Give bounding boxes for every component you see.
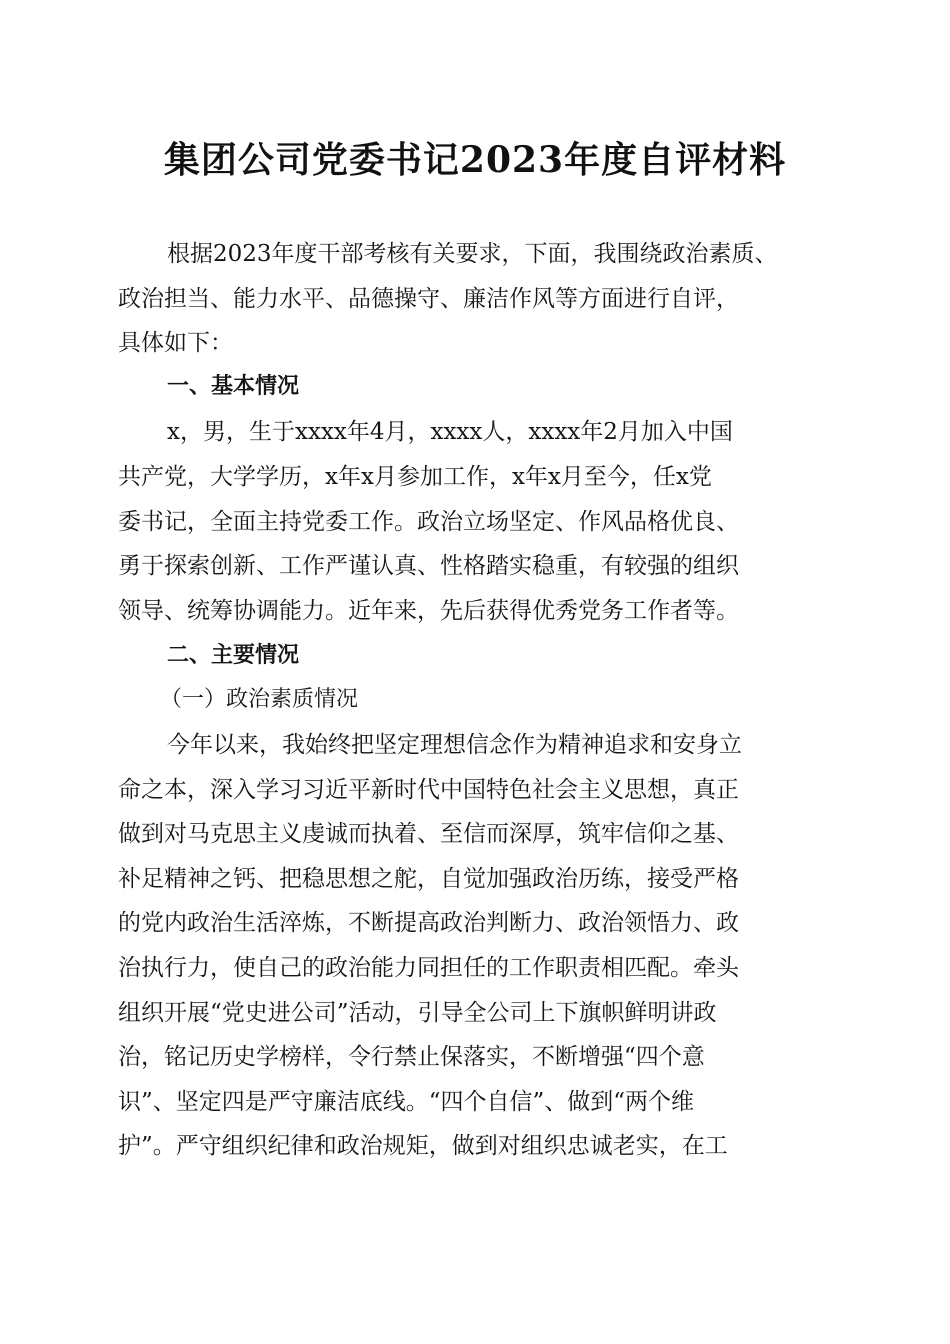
text-line: 的党内政治生活淬炼，不断提高政治判断力、政治领悟力、政 [118, 910, 739, 936]
text-line: 政治担当、能力水平、品德操守、廉洁作风等方面进行自评， [118, 286, 739, 312]
text-line: 治执行力，使自己的政治能力同担任的工作职责相匹配。牵头 [118, 955, 739, 981]
text-line: 命之本，深入学习习近平新时代中国特色社会主义思想，真正 [118, 777, 739, 803]
document-title: 集团公司党委书记2023年度自评材料 [163, 139, 787, 181]
text-line: 治，铭记历史学榜样，令行禁止保落实，不断增强“四个意 [118, 1044, 705, 1070]
text-line: 护”。严守组织纪律和政治规矩，做到对组织忠诚老实，在工 [118, 1133, 728, 1159]
text-line: 组织开展“党史进公司”活动，引导全公司上下旗帜鲜明讲政 [118, 1000, 717, 1026]
text-line: 委书记，全面主持党委工作。政治立场坚定、作风品格优良、 [118, 509, 739, 535]
text-line: 领导、统筹协调能力。近年来，先后获得优秀党务工作者等。 [118, 598, 739, 624]
text-line: 今年以来，我始终把坚定理想信念作为精神追求和安身立 [167, 732, 742, 758]
text-line: 补足精神之钙、把稳思想之舵，自觉加强政治历练，接受严格 [118, 866, 739, 892]
text-line: 做到对马克思主义虔诚而执着、至信而深厚，筑牢信仰之基、 [118, 821, 739, 847]
text-line: 勇于探索创新、工作严谨认真、性格踏实稳重，有较强的组织 [118, 553, 739, 579]
section-heading: 一、基本情况 [167, 374, 300, 399]
section-heading: 二、主要情况 [167, 643, 300, 668]
text-line: x，男，生于xxxx年4月，xxxx人，xxxx年2月加入中国 [167, 419, 733, 445]
text-line: 共产党，大学学历，x年x月参加工作，x年x月至今，任x党 [118, 464, 712, 490]
text-line: 具体如下： [118, 330, 233, 356]
text-line: 识”、坚定四是严守廉洁底线。“四个自信”、做到“两个维 [118, 1089, 695, 1115]
text-line: 根据2023年度干部考核有关要求，下面，我围绕政治素质、 [167, 241, 778, 267]
subsection-heading: （一）政治素质情况 [160, 687, 359, 712]
